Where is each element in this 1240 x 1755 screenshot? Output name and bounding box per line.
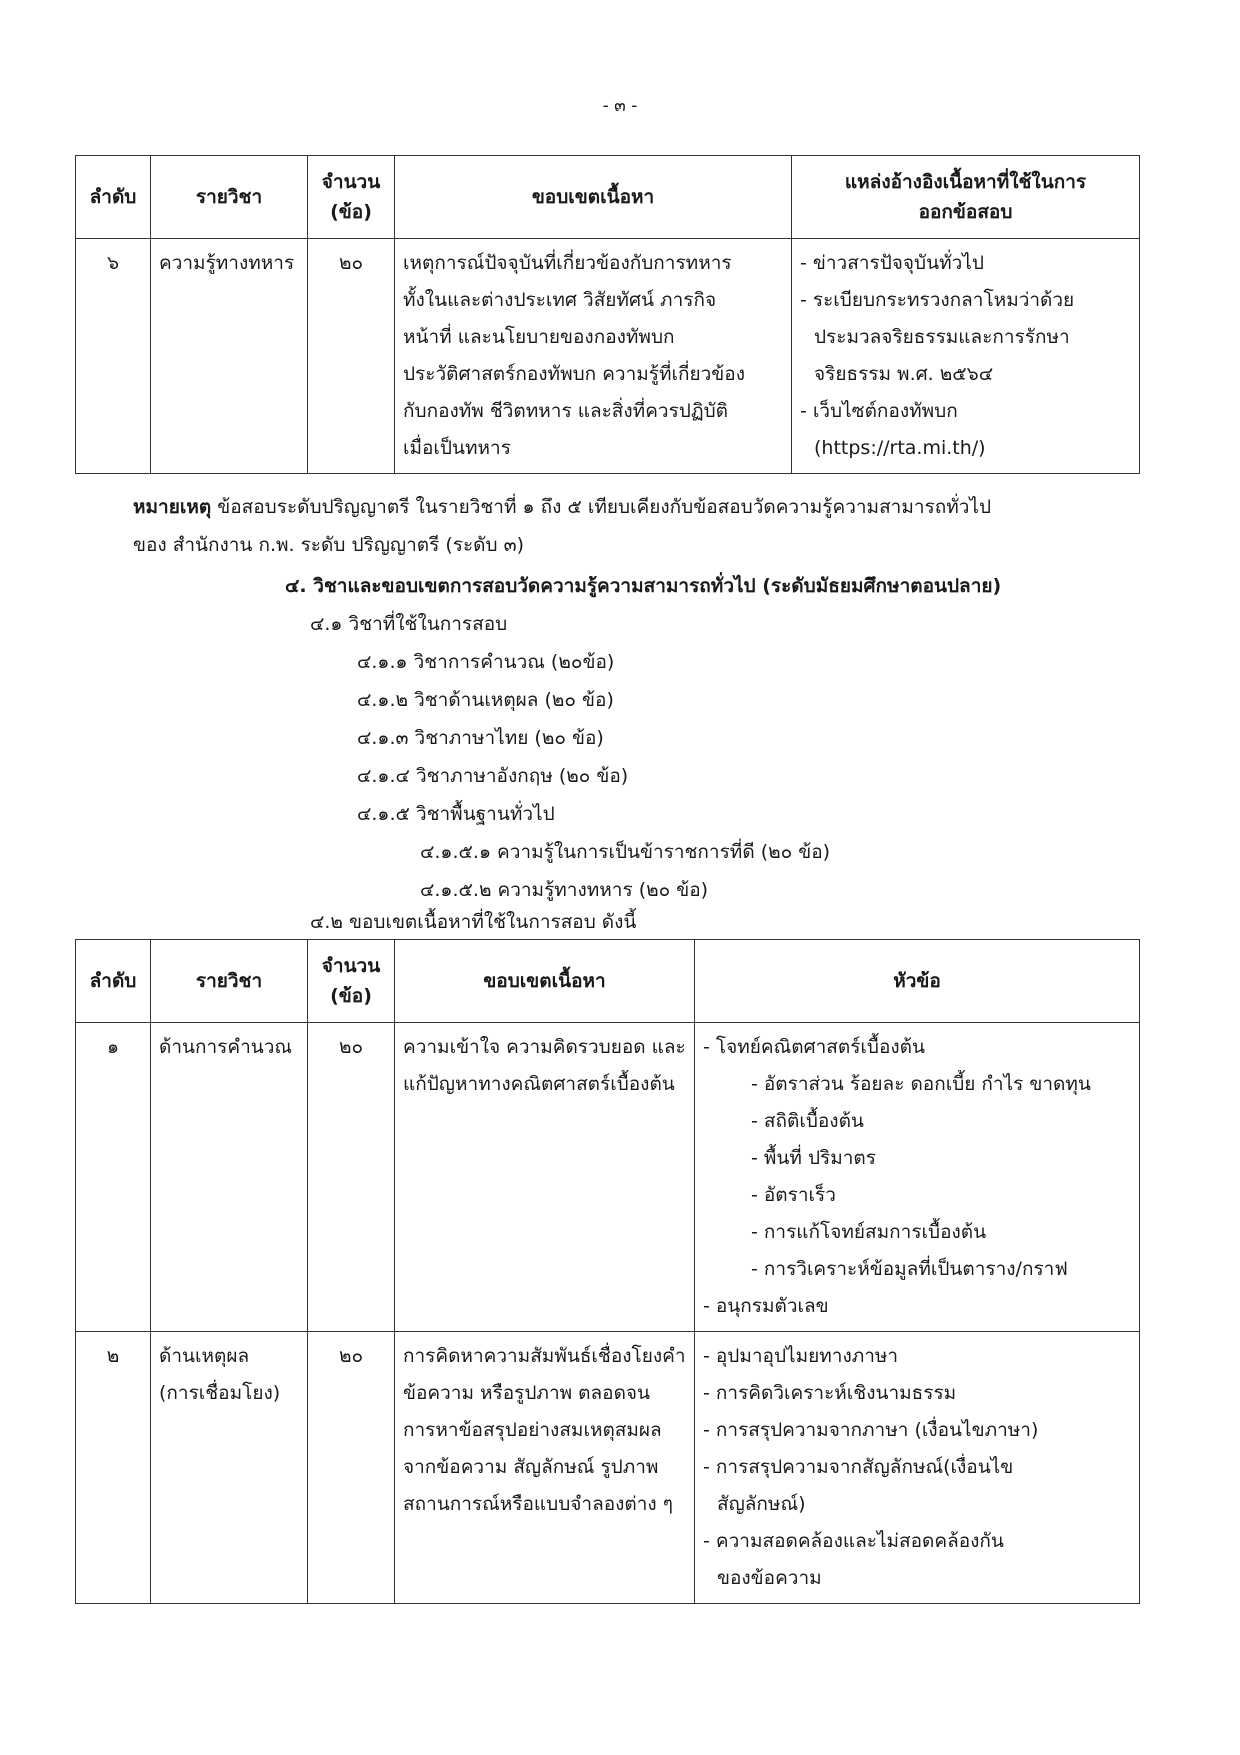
page-number: - ๓ -: [602, 96, 638, 116]
section-4-1-4: ๔.๑.๔ วิชาภาษาอังกฤษ (๒๐ ข้อ): [357, 765, 629, 787]
section-4-1-5-1: ๔.๑.๕.๑ ความรู้ในการเป็นข้าราชการที่ดี (๒๐ ข้อ): [420, 841, 831, 863]
note-text-2: ของ สำนักงาน ก.พ. ระดับ ปริญญาตรี (ระดับ ๓): [133, 534, 525, 556]
row-topics: - อุปมาอุปไมยทางภาษา - การคิดวิเคราะห์เชิงนามธรรม - การสรุปความจากภาษา (เงื่อนไขภาษา) - การสรุปความจากสัญลักษณ์(เงื่อนไข สัญลักษณ์) - ความสอดคล้องและไม่สอดคล้องกัน ของข้อความ: [695, 1332, 1140, 1604]
header-scope: ขอบเขตเนื้อหา: [395, 156, 792, 239]
row-scope: ความเข้าใจ ความคิดรวบยอด และ แก้ปัญหาทางคณิตศาสตร์เบื้องต้น: [395, 1023, 695, 1332]
section-4-1-3: ๔.๑.๓ วิชาภาษาไทย (๒๐ ข้อ): [357, 727, 604, 749]
header-subject: รายวิชา: [151, 156, 308, 239]
section-4-1-1: ๔.๑.๑ วิชาการคำนวณ (๒๐ข้อ): [357, 651, 615, 673]
table-header-row: [76, 156, 1140, 239]
note-label: หมายเหตุ: [133, 496, 212, 518]
header-no: ลำดับ: [76, 940, 151, 1023]
table-header-row: [76, 940, 1140, 1023]
header-no: ลำดับ: [76, 156, 151, 239]
section-4-2: ๔.๒ ขอบเขตเนื้อหาที่ใช้ในการสอบ ดังนี้: [310, 911, 637, 933]
subject-table-1: [75, 155, 1140, 474]
row-no: ๖: [76, 239, 151, 474]
header-reference: แหล่งอ้างอิงเนื้อหาที่ใช้ในการ ออกข้อสอบ: [792, 156, 1140, 239]
note-paragraph: [133, 488, 1113, 564]
table-row: [76, 1332, 1140, 1604]
row-no: ๑: [76, 1023, 151, 1332]
header-scope: ขอบเขตเนื้อหา: [395, 940, 695, 1023]
row-subject: ความรู้ทางทหาร: [151, 239, 308, 474]
table-row: [76, 239, 1140, 474]
row-scope: การคิดหาความสัมพันธ์เชื่องโยงคำ ข้อความ หรือรูปภาพ ตลอดจน การหาข้อสรุปอย่างสมเหตุสมผล จากข้อความ สัญลักษณ์ รูปภาพ สถานการณ์หรือแบบจำลองต่าง ๆ: [395, 1332, 695, 1604]
row-references: - ข่าวสารปัจจุบันทั่วไป - ระเบียบกระทรวงกลาโหมว่าด้วย ประมวลจริยธรรมและการรักษา จริยธรรม พ.ศ. ๒๕๖๔ - เว็บไซต์กองทัพบก (https://rta.mi.th/): [792, 239, 1140, 474]
header-count: จำนวน (ข้อ): [308, 156, 395, 239]
row-subject: ด้านเหตุผล (การเชื่อมโยง): [151, 1332, 308, 1604]
note-text: ข้อสอบระดับปริญญาตรี ในรายวิชาที่ ๑ ถึง ๕ เทียบเคียงกับข้อสอบวัดความรู้ความสามารถทั่วไป: [217, 496, 992, 518]
section-4-1-5: ๔.๑.๕ วิชาพื้นฐานทั่วไป: [357, 803, 555, 825]
row-topics: - โจทย์คณิตศาสตร์เบื้องต้น - อัตราส่วน ร้อยละ ดอกเบี้ย กำไร ขาดทุน - สถิติเบื้องต้น - พื้นที่ ปริมาตร - อัตราเร็ว - การแก้โจทย์สมการเบื้องต้น - การวิเคราะห์ข้อมูลที่เป็นตาราง/กราฟ - อนุกรมตัวเลข: [695, 1023, 1140, 1332]
section-4-1-5-2: ๔.๑.๕.๒ ความรู้ทางทหาร (๒๐ ข้อ): [420, 879, 709, 901]
row-scope: เหตุการณ์ปัจจุบันที่เกี่ยวข้องกับการทหาร ทั้งในและต่างประเทศ วิสัยทัศน์ ภารกิจ หน้าที่ และนโยบายของกองทัพบก ประวัติศาสตร์กองทัพบก ความรู้ที่เกี่ยวข้อง กับกองทัพ ชีวิตทหาร และสิ่งที่ควรปฏิบัติ เมื่อเป็นทหาร: [395, 239, 792, 474]
row-count: ๒๐: [308, 239, 395, 474]
header-subject: รายวิชา: [151, 940, 308, 1023]
section-4-1: ๔.๑ วิชาที่ใช้ในการสอบ: [310, 613, 508, 635]
header-topic: หัวข้อ: [695, 940, 1140, 1023]
header-count: จำนวน (ข้อ): [308, 940, 395, 1023]
row-no: ๒: [76, 1332, 151, 1604]
row-count: ๒๐: [308, 1332, 395, 1604]
row-count: ๒๐: [308, 1023, 395, 1332]
subject-table-2: [75, 939, 1140, 1604]
row-subject: ด้านการคำนวณ: [151, 1023, 308, 1332]
section-4-1-2: ๔.๑.๒ วิชาด้านเหตุผล (๒๐ ข้อ): [357, 689, 614, 711]
section-4-title: ๔. วิชาและขอบเขตการสอบวัดความรู้ความสามารถทั่วไป (ระดับมัธยมศึกษาตอนปลาย): [285, 575, 1002, 597]
table-row: [76, 1023, 1140, 1332]
